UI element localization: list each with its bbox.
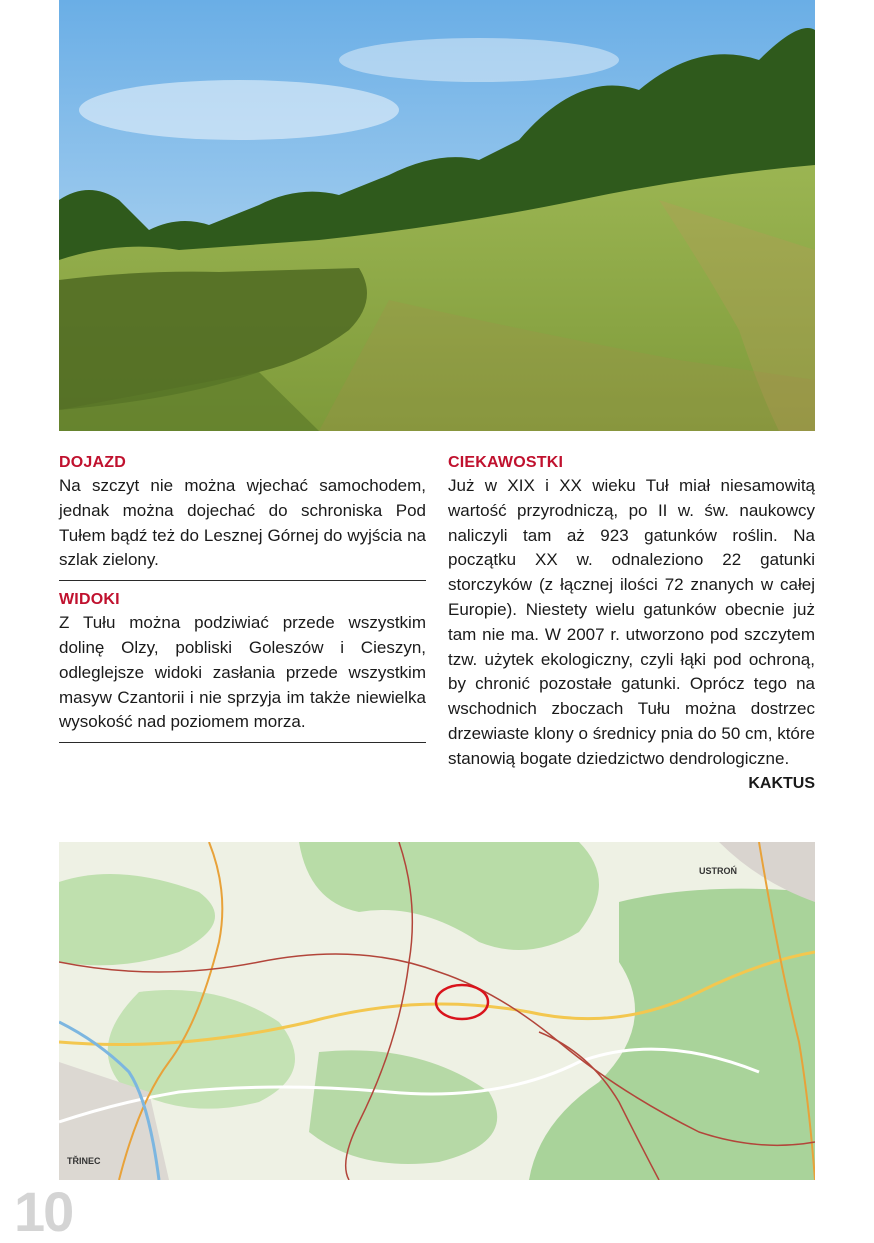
section-heading-widoki: WIDOKI: [59, 591, 120, 609]
section-text-widoki: Z Tułu można podziwiać przede wszystkim dolinę Olzy, pobliski Goleszów i Cieszyn, odleglejsze widoki zasłania przede wszystkim masyw Czantorii i nie sprzyja im także niewielka wysokość nad poziomem morza.: [59, 613, 426, 732]
section-heading-dojazd: DOJAZD: [59, 454, 126, 471]
section-heading-ciekawostki: CIEKAWOSTKI: [448, 454, 564, 471]
map-label-trinec: TŘINEC: [67, 1156, 101, 1166]
right-column: [448, 452, 815, 796]
page-number: 10: [14, 1180, 73, 1243]
section-text-ciekawostki: [448, 474, 815, 792]
section-text-dojazd: Na szczyt nie można wjechać samochodem, jednak można dojechać do schroniska Pod Tułem bądź też do Lesznej Górnej do wyjścia na szlak zielony.: [59, 476, 426, 570]
meadow-photo: [59, 0, 815, 431]
ciekawostki-body: Już w XIX i XX wieku Tuł miał niesamowitą wartość przyrodniczą, po II w. św. naukowcy naliczyli tam aż 923 gatunków roślin. Na początku XX w. odnaleziono 22 gatunki storczyków (z łącznej ilości 72 znanych w całej Europie). Niestety wielu gatunków obecnie już tam nie ma. W 2007 r. utworzono pod szczytem tzw. użytek ekologiczny, czyli łąki pod ochroną, by chronić pozostałe gatunki. Oprócz tego na wschodnich zboczach Tułu można dostrzec drzewiaste klony o średnicy pnia do 50 cm, które stanowią bogate dziedzictwo dendrologiczne.: [448, 476, 815, 768]
section-divider: [59, 742, 426, 743]
left-column: [59, 452, 426, 751]
author-signature: KAKTUS: [748, 774, 815, 792]
section-divider: [59, 580, 426, 581]
map-label-ustron: USTROŃ: [699, 866, 737, 876]
topographic-map: [59, 842, 815, 1180]
